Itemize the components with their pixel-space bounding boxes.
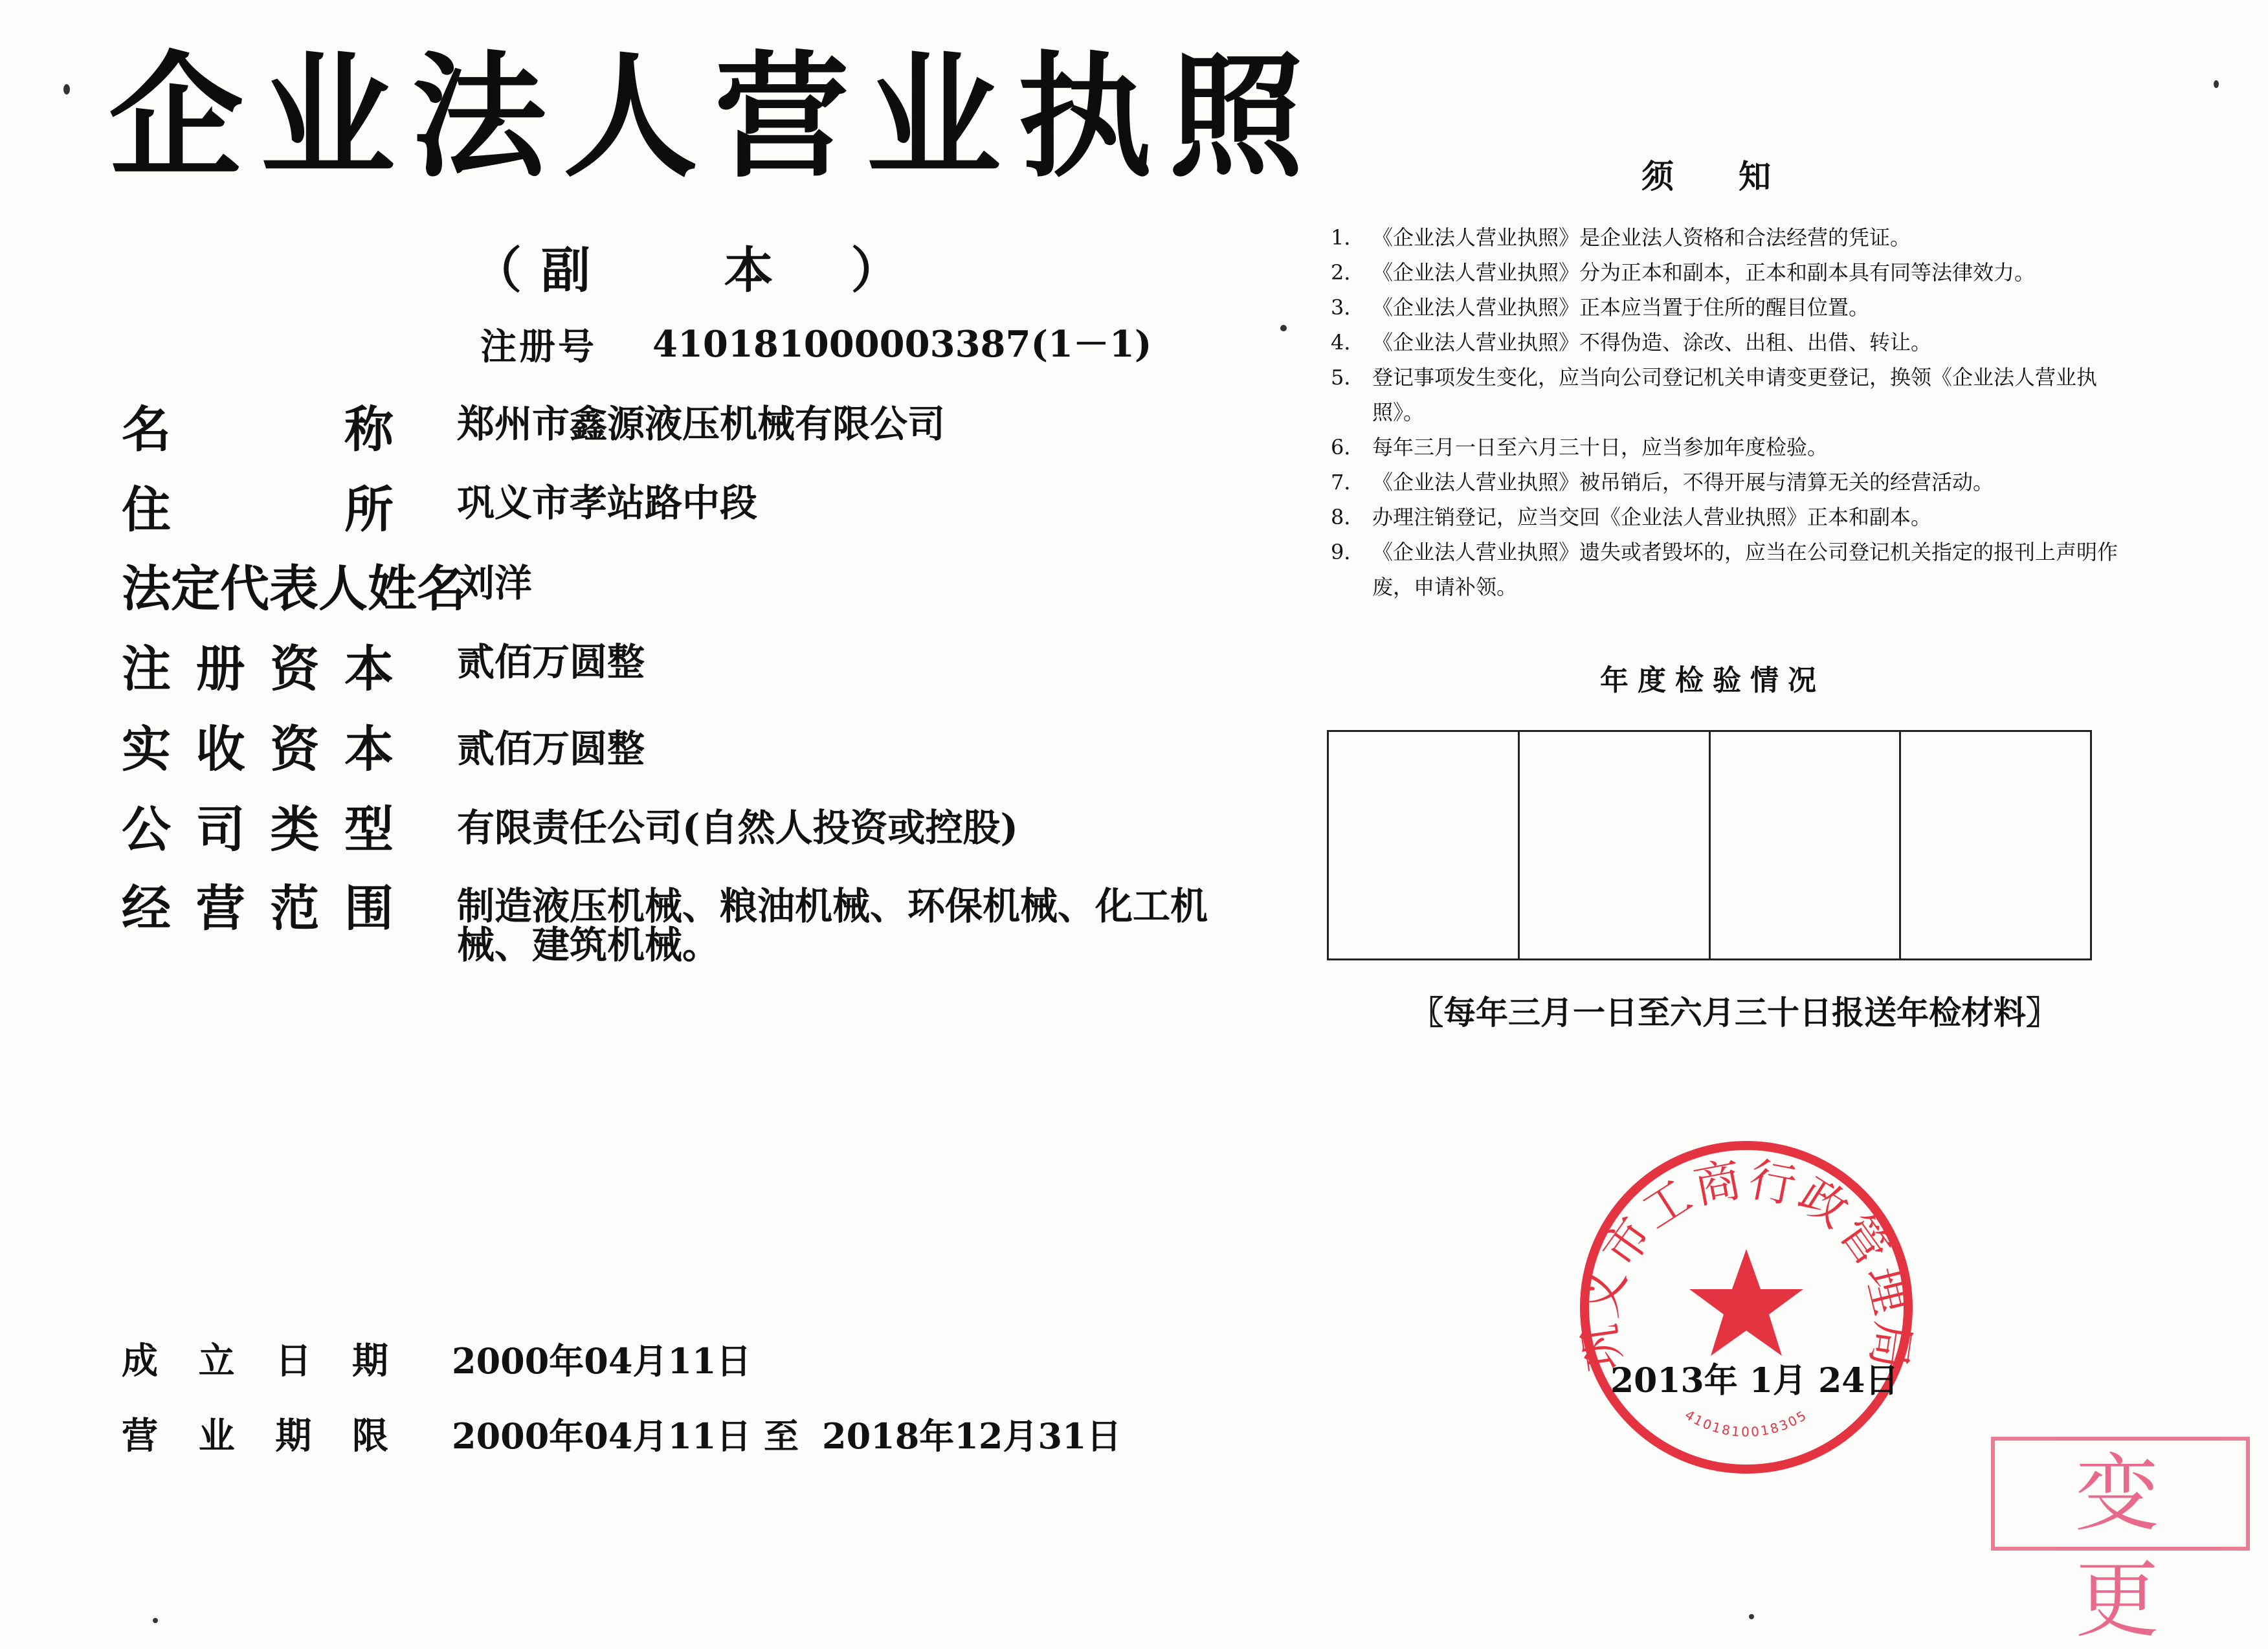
annual-inspection-grid <box>1327 730 2092 960</box>
label-char: 类 <box>270 801 320 858</box>
scan-speck <box>153 1618 158 1623</box>
business-term-label <box>122 1415 388 1457</box>
label-char: 期 <box>275 1415 312 1457</box>
notice-num: 6． <box>1331 435 1365 459</box>
notice-num: 8． <box>1331 505 1365 529</box>
field-label-business-scope <box>122 880 394 937</box>
field-value-legal-rep: 刘洋 <box>457 561 533 605</box>
notice-text: 《企业法人营业执照》不得伪造、涂改、出租、出借、转让。 <box>1372 330 1932 355</box>
label-char: 住 <box>122 481 171 538</box>
annual-inspection-cell <box>1901 732 2090 958</box>
field-value-paid-capital: 贰佰万圆整 <box>457 727 645 771</box>
establish-date-value: 2000年04月11日 <box>452 1340 751 1382</box>
field-label-address <box>122 481 394 538</box>
label-char: 定 <box>171 560 220 617</box>
field-label-name <box>122 401 394 458</box>
seal-number <box>1682 1407 1810 1440</box>
label-char: 期 <box>351 1340 388 1382</box>
annual-inspection-cell <box>1711 732 1902 958</box>
business-term-start: 2000年04月11日 <box>452 1415 751 1457</box>
notice-num: 4． <box>1331 330 1365 355</box>
notice-num: 9． <box>1331 540 1365 564</box>
notice-item <box>1331 500 2120 535</box>
seal-number-path: 4101810018305 <box>1682 1406 1811 1440</box>
label-char: 限 <box>351 1415 388 1457</box>
label-char: 称 <box>344 401 394 458</box>
label-char: 围 <box>344 880 394 937</box>
scan-speck <box>63 84 70 94</box>
establish-date-label <box>122 1340 388 1382</box>
copy-label-text: 副 本 <box>541 241 832 299</box>
label-char: 实 <box>122 720 171 778</box>
label-char: 收 <box>195 720 245 778</box>
seal-text-path: 巩义市工商行政管理局 <box>1572 1151 1921 1375</box>
scan-speck <box>1749 1614 1754 1619</box>
label-char: 日 <box>275 1340 312 1382</box>
label-char: 人 <box>318 560 368 617</box>
label-char: 名 <box>122 401 171 458</box>
label-char: 本 <box>344 640 394 698</box>
notice-list <box>1331 220 2120 604</box>
label-char: 型 <box>344 801 394 858</box>
notice-num: 7． <box>1331 470 1365 494</box>
notice-text: 办理注销登记，应当交回《企业法人营业执照》正本和副本。 <box>1372 505 1932 529</box>
notice-item <box>1331 360 2120 430</box>
registration-number: 410181000003387(1－1) <box>652 323 1152 366</box>
label-char: 资 <box>270 720 320 778</box>
field-value-address: 巩义市孝站路中段 <box>457 481 758 525</box>
notice-item <box>1331 430 2120 465</box>
notice-item <box>1331 465 2120 500</box>
notice-text: 每年三月一日至六月三十日，应当参加年度检验。 <box>1372 435 1829 459</box>
official-seal <box>1572 1133 1921 1482</box>
label-char: 注 <box>122 640 171 698</box>
seal-star-icon <box>1689 1249 1803 1356</box>
notice-num: 1． <box>1331 225 1365 250</box>
field-label-registered-capital <box>122 640 394 698</box>
copy-label: （ 副 本 ） <box>472 241 900 299</box>
label-char: 立 <box>198 1340 235 1382</box>
change-stamp: 变更 <box>1991 1437 2250 1551</box>
label-char: 代 <box>220 560 269 617</box>
notice-num: 2． <box>1331 260 1365 285</box>
notice-item <box>1331 255 2120 290</box>
scan-speck <box>2214 80 2219 88</box>
label-char: 公 <box>122 801 171 858</box>
notice-text: 《企业法人营业执照》被吊销后，不得开展与清算无关的经营活动。 <box>1372 470 1994 494</box>
label-char: 法 <box>122 560 171 617</box>
label-char: 经 <box>122 880 171 937</box>
annual-inspection-note: 〖每年三月一日至六月三十日报送年检材料〗 <box>1411 994 2058 1032</box>
field-label-company-type <box>122 801 394 858</box>
label-char: 本 <box>344 720 394 778</box>
field-value-name: 郑州市鑫源液压机械有限公司 <box>457 402 946 446</box>
label-char: 营 <box>122 1415 158 1457</box>
notice-item <box>1331 220 2120 255</box>
registration-label: 注册号 <box>480 326 597 368</box>
field-value-company-type: 有限责任公司(自然人投资或控股) <box>457 806 1018 850</box>
notice-title: 须知 <box>1641 157 1836 195</box>
scan-speck <box>1280 325 1287 331</box>
annual-inspection-cell <box>1520 732 1711 958</box>
label-char: 业 <box>198 1415 235 1457</box>
label-char: 成 <box>122 1340 158 1382</box>
license-title: 企业法人营业执照 <box>109 39 1320 196</box>
business-term-end: 2018年12月31日 <box>822 1415 1122 1457</box>
label-char: 所 <box>344 481 394 538</box>
label-char: 司 <box>195 801 245 858</box>
notice-item <box>1331 535 2120 604</box>
notice-text: 《企业法人营业执照》分为正本和副本，正本和副本具有同等法律效力。 <box>1372 260 2036 285</box>
notice-text: 《企业法人营业执照》遗失或者毁坏的，应当在公司登记机关指定的报刊上声明作废，申请补领。 <box>1372 540 2118 599</box>
label-char: 资 <box>270 640 320 698</box>
label-char: 范 <box>270 880 320 937</box>
field-value-registered-capital: 贰佰万圆整 <box>457 640 645 684</box>
notice-text: 登记事项发生变化，应当向公司登记机关申请变更登记，换领《企业法人营业执照》。 <box>1372 365 2098 425</box>
field-value-business-scope: 制造液压机械、粮油机械、环保机械、化工机械、建筑机械。 <box>457 884 1208 967</box>
label-char: 营 <box>195 880 245 937</box>
annual-inspection-title: 年度检验情况 <box>1600 664 1825 697</box>
label-char: 姓 <box>368 560 417 617</box>
notice-text: 《企业法人营业执照》是企业法人资格和合法经营的凭证。 <box>1372 225 1911 250</box>
label-char: 册 <box>195 640 245 698</box>
notice-item <box>1331 290 2120 325</box>
notice-item <box>1331 325 2120 360</box>
label-char: 名 <box>417 560 466 617</box>
annual-inspection-cell <box>1329 732 1520 958</box>
notice-num: 3． <box>1331 295 1365 320</box>
field-label-legal-rep <box>122 560 466 617</box>
label-char: 表 <box>269 560 318 617</box>
notice-num: 5． <box>1331 365 1365 390</box>
field-label-paid-capital <box>122 720 394 778</box>
business-term-to: 至 <box>764 1415 799 1457</box>
issue-date: 2013年 1月 24日 <box>1610 1361 1899 1400</box>
notice-text: 《企业法人营业执照》正本应当置于住所的醒目位置。 <box>1372 295 1870 320</box>
